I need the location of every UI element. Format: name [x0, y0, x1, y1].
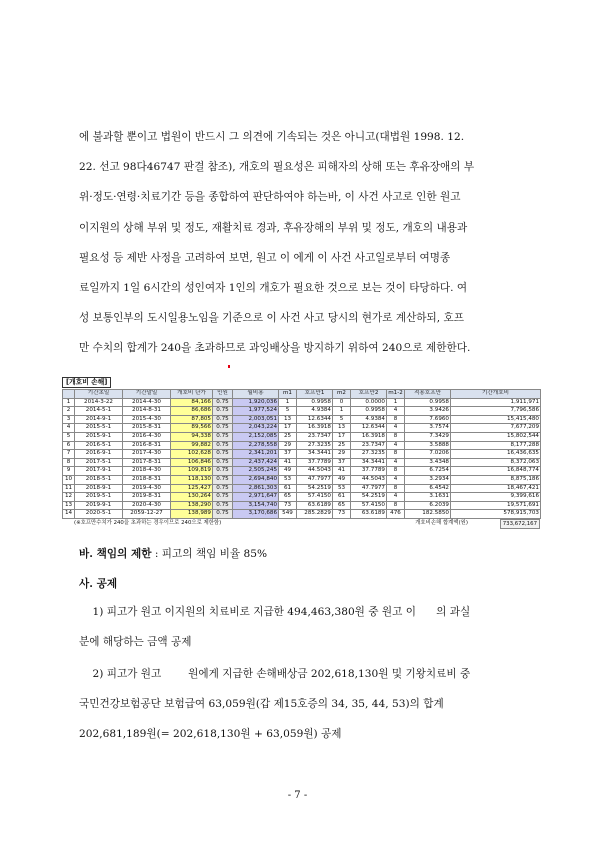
total-value: 733,672,167 [500, 519, 540, 529]
table-cell: 4 [387, 493, 405, 502]
paragraph-line: 필요성 등 제반 사정을 고려하여 보면, 원고 이 에게 이 사건 사고일로부터 여명종 [79, 251, 451, 264]
table-cell: 7.0206 [405, 450, 451, 459]
table-cell: 578,915,703 [451, 510, 541, 519]
table-cell: 54.2519 [351, 493, 387, 502]
table-cell: 2020-5-1 [75, 510, 123, 519]
table-cell: 15,802,544 [451, 432, 541, 441]
table-cell: 61 [333, 493, 351, 502]
table-cell: 16.3918 [351, 432, 387, 441]
column-header: 호프만2 [351, 390, 387, 399]
table-cell: 7 [63, 450, 75, 459]
table-cell: 13 [279, 415, 297, 424]
table-cell: 57.4150 [351, 501, 387, 510]
table-cell: 0 [333, 398, 351, 407]
column-header: m1-2 [388, 390, 403, 397]
table-cell: 11 [63, 484, 75, 493]
table-cell: 8 [387, 450, 405, 459]
paragraph-line: 22. 선고 98다46747 판결 참조), 개호의 필요성은 피해자의 상해 또는 후유장애의 부 [79, 161, 475, 174]
table-cell: 4 [387, 458, 405, 467]
table-cell: 8 [387, 415, 405, 424]
table-cell: 2016-5-1 [75, 441, 123, 450]
table-cell: 3.5888 [405, 441, 451, 450]
table-cell: 63.6189 [297, 501, 333, 510]
table-cell: 9 [63, 467, 75, 476]
table-cell: 49 [333, 475, 351, 484]
table-cell: 3.9426 [405, 407, 451, 416]
column-header: m2 [333, 390, 351, 399]
red-mark [228, 365, 230, 368]
table-cell: 34.3441 [351, 458, 387, 467]
table-cell: 19,571,691 [451, 501, 541, 510]
table-cell: 0.75 [213, 432, 233, 441]
table-cell: 2019-4-30 [123, 484, 171, 493]
table-cell: 2014-8-31 [123, 407, 171, 416]
table-cell: 13 [63, 501, 75, 510]
table-cell: 4.9384 [351, 415, 387, 424]
table-cell: 16,848,774 [451, 467, 541, 476]
table-cell: 8,875,186 [451, 475, 541, 484]
table-cell: 102,628 [171, 450, 213, 459]
table-cell: 0.75 [213, 450, 233, 459]
column-header: 기간말일 [123, 390, 171, 399]
table-cell: 8,177,288 [451, 441, 541, 450]
table-cell: 41 [279, 458, 297, 467]
table-cell: 1,920,036 [233, 398, 279, 407]
table-row [63, 424, 541, 433]
section-heading: 바. 책임의 제한 [79, 548, 152, 560]
table-row [63, 510, 541, 519]
hoffman-limit-footnote: (※호프만수치가 240을 초과하는 경우이므로 240으로 제한함) [74, 519, 222, 526]
care-cost-spreadsheet [62, 369, 540, 528]
table-cell: 0.75 [213, 415, 233, 424]
table-cell: 0.75 [213, 493, 233, 502]
table-cell: 3,170,686 [233, 510, 279, 519]
table-cell: 7,677,209 [451, 424, 541, 433]
table-cell: 2,694,840 [233, 475, 279, 484]
table-cell: 8 [387, 432, 405, 441]
table-cell: 2,341,201 [233, 450, 279, 459]
table-cell: 57.4150 [297, 493, 333, 502]
table-cell: 8 [387, 501, 405, 510]
table-cell: 2015-8-31 [123, 424, 171, 433]
table-cell: 2018-9-1 [75, 484, 123, 493]
table-cell: 2015-5-1 [75, 424, 123, 433]
table-cell: 4.9384 [297, 407, 333, 416]
table-cell: 2018-8-31 [123, 475, 171, 484]
section-text: : 피고의 책임 비율 85% [151, 548, 268, 560]
table-cell: 9,399,616 [451, 493, 541, 502]
table-cell: 0.75 [213, 458, 233, 467]
table-cell: 25 [333, 441, 351, 450]
table-cell: 2019-8-31 [123, 493, 171, 502]
table-cell: 53 [333, 484, 351, 493]
table-cell: 3 [63, 415, 75, 424]
table-cell: 2,043,224 [233, 424, 279, 433]
table-cell: 87,805 [171, 415, 213, 424]
deduction-item-2 [79, 659, 519, 750]
table-row [63, 493, 541, 502]
table-header-row [63, 390, 541, 399]
column-header: 호프만1 [297, 390, 333, 399]
care-cost-table [62, 389, 541, 519]
table-cell: 29 [279, 441, 297, 450]
column-header: 기간개호비 [451, 390, 541, 399]
body-paragraph-care-necessity [79, 122, 519, 364]
table-cell: 61 [279, 484, 297, 493]
table-cell: 89,566 [171, 424, 213, 433]
table-cell: 47.7977 [297, 475, 333, 484]
table-body [63, 398, 541, 518]
table-cell: 4 [387, 441, 405, 450]
table-cell: 138,290 [171, 501, 213, 510]
table-cell: 0.9958 [351, 407, 387, 416]
deduction-item-1 [79, 597, 519, 657]
table-cell: 476 [387, 510, 405, 519]
table-cell: 27.3235 [351, 450, 387, 459]
table-cell: 0.75 [213, 475, 233, 484]
table-cell: 2015-4-30 [123, 415, 171, 424]
paragraph-line: 국민건강보험공단 보험급여 63,059원(갑 제15호증의 34, 35, 44, 53)의 합계 [79, 698, 444, 711]
table-cell: 37 [333, 458, 351, 467]
table-cell: 73 [279, 501, 297, 510]
table-cell: 6.2039 [405, 501, 451, 510]
section-liability-limit [79, 546, 267, 562]
table-cell: 2014-3-22 [75, 398, 123, 407]
table-cell: 12.6344 [351, 424, 387, 433]
table-cell: 2,861,303 [233, 484, 279, 493]
column-header [63, 390, 75, 399]
paragraph-line: 202,681,189원(= 202,618,130원 + 63,059원) 공제 [79, 728, 342, 741]
table-cell: 2018-5-1 [75, 475, 123, 484]
table-cell: 1 [333, 407, 351, 416]
table-cell: 54.2519 [297, 484, 333, 493]
page-number: - 7 - [287, 790, 308, 801]
table-cell: 8 [63, 458, 75, 467]
table-cell: 8 [387, 467, 405, 476]
table-cell: 65 [279, 493, 297, 502]
table-cell: 2014-4-30 [123, 398, 171, 407]
table-cell: 13 [333, 424, 351, 433]
table-cell: 16,436,635 [451, 450, 541, 459]
table-cell: 2019-9-1 [75, 501, 123, 510]
table-cell: 99,882 [171, 441, 213, 450]
table-cell: 7.3429 [405, 432, 451, 441]
table-cell: 2017-8-31 [123, 458, 171, 467]
table-cell: 0.75 [213, 398, 233, 407]
table-cell: 0.9958 [297, 398, 333, 407]
paragraph-line: 성 보통인부의 도시일용노임을 기준으로 이 사건 사고 당시의 현가로 계산하되, 호프 [79, 312, 464, 325]
table-cell: 2020-4-30 [123, 501, 171, 510]
column-header: 적용호프만 [405, 390, 451, 399]
table-cell: 53 [279, 475, 297, 484]
table-cell: 0.75 [213, 441, 233, 450]
table-cell: 2019-5-1 [75, 493, 123, 502]
table-cell: 2 [63, 407, 75, 416]
table-cell: 10 [63, 475, 75, 484]
table-cell: 3.1631 [405, 493, 451, 502]
table-cell: 5 [279, 407, 297, 416]
table-cell: 125,427 [171, 484, 213, 493]
table-cell: 17 [279, 424, 297, 433]
table-cell: 130,264 [171, 493, 213, 502]
table-cell: 7.6960 [405, 415, 451, 424]
column-header: m1 [279, 390, 297, 399]
table-cell: 37.7789 [297, 458, 333, 467]
table-cell: 23.7347 [351, 441, 387, 450]
paragraph-line: 이지원의 상해 부위 및 정도, 재활치료 경과, 후유장해의 부위 및 정도, 개호의 내용과 [79, 221, 468, 234]
table-cell: 2,971,647 [233, 493, 279, 502]
table-cell: 23.7347 [297, 432, 333, 441]
table-cell: 73 [333, 510, 351, 519]
column-header: 인원 [213, 390, 233, 399]
table-cell: 2017-4-30 [123, 450, 171, 459]
table-cell: 84,166 [171, 398, 213, 407]
table-cell: 27.3235 [297, 441, 333, 450]
table-row [63, 398, 541, 407]
table-cell: 0.9958 [405, 398, 451, 407]
table-row [63, 450, 541, 459]
table-cell: 34.3441 [297, 450, 333, 459]
table-cell: 6 [63, 441, 75, 450]
table-cell: 2,003,051 [233, 415, 279, 424]
paragraph-line: 분에 해당하는 금액 공제 [79, 636, 192, 649]
table-cell: 7,796,586 [451, 407, 541, 416]
table-cell: 1 [279, 398, 297, 407]
table-cell: 2,152,085 [233, 432, 279, 441]
table-cell: 0.75 [213, 467, 233, 476]
table-cell: 44.5043 [351, 475, 387, 484]
paragraph-line: 2) 피고가 원고 원에게 지급한 손해배상금 202,618,130원 및 기왕치료비 중 [79, 668, 471, 680]
table-cell: 6.4542 [405, 484, 451, 493]
table-row [63, 484, 541, 493]
table-cell: 2017-5-1 [75, 458, 123, 467]
table-cell: 47.7977 [351, 484, 387, 493]
table-cell: 182.5850 [405, 510, 451, 519]
table-cell: 106,846 [171, 458, 213, 467]
table-cell: 29 [333, 450, 351, 459]
column-header: 기간초일 [75, 390, 123, 399]
table-cell: 0.75 [213, 424, 233, 433]
table-cell: 2018-4-30 [123, 467, 171, 476]
table-cell: 4 [387, 475, 405, 484]
table-cell: 1,977,524 [233, 407, 279, 416]
table-cell: 41 [333, 467, 351, 476]
table-cell: 44.5043 [297, 467, 333, 476]
table-cell: 12.6344 [297, 415, 333, 424]
table-cell: 5 [333, 415, 351, 424]
table-row [63, 467, 541, 476]
table-cell: 17 [333, 432, 351, 441]
table-row [63, 415, 541, 424]
table-cell: 4 [387, 424, 405, 433]
table-cell: 8,372,063 [451, 458, 541, 467]
table-cell: 0.75 [213, 484, 233, 493]
column-header: 월비용 [233, 390, 279, 399]
table-cell: 2,505,245 [233, 467, 279, 476]
paragraph-line: 료일까지 1일 6시간의 성인여자 1인의 개호가 필요한 것으로 보는 것이 타당하다. 여 [79, 281, 468, 294]
table-cell: 285.2829 [297, 510, 333, 519]
table-cell: 3.2934 [405, 475, 451, 484]
table-cell: 1,911,971 [451, 398, 541, 407]
table-cell: 3.7574 [405, 424, 451, 433]
table-cell: 5 [63, 432, 75, 441]
table-cell: 1 [387, 398, 405, 407]
table-row [63, 458, 541, 467]
table-cell: 2014-5-1 [75, 407, 123, 416]
table-cell: 2,437,424 [233, 458, 279, 467]
paragraph-line: 에 불과할 뿐이고 법원이 반드시 그 의견에 기속되는 것은 아니고(대법원 1998. 12. [79, 131, 465, 143]
table-cell: 94,338 [171, 432, 213, 441]
table-row [63, 432, 541, 441]
table-cell: 0.75 [213, 407, 233, 416]
table-cell: 15,415,480 [451, 415, 541, 424]
section-heading-deduction: 사. 공제 [79, 578, 118, 590]
table-cell: 6.7254 [405, 467, 451, 476]
paragraph-line: 위·정도·연령·치료기간 등을 종합하여 판단하여야 하는바, 이 사건 사고로 인한 원고 [79, 191, 461, 204]
spreadsheet-title: [개호비 손해] [62, 377, 111, 388]
table-cell: 2015-9-1 [75, 432, 123, 441]
table-cell: 8 [387, 484, 405, 493]
table-cell: 86,686 [171, 407, 213, 416]
total-label: 개호비손해 합계액(원) [415, 519, 468, 526]
table-cell: 1 [63, 398, 75, 407]
table-cell: 0.75 [213, 510, 233, 519]
table-cell: 16.3918 [297, 424, 333, 433]
paragraph-line: 1) 피고가 원고 이지원의 치료비로 지급한 494,463,380원 중 원고 이 의 과실 [79, 606, 471, 618]
table-cell: 25 [279, 432, 297, 441]
paragraph-line: 만 수치의 합계가 240을 초과하므로 과잉배상을 방지하기 위하여 240으로 제한한다. [79, 342, 471, 355]
table-cell: 18,467,421 [451, 484, 541, 493]
table-cell: 138,989 [171, 510, 213, 519]
table-cell: 2014-9-1 [75, 415, 123, 424]
table-cell: 109,819 [171, 467, 213, 476]
table-row [63, 475, 541, 484]
table-cell: 2,278,558 [233, 441, 279, 450]
table-cell: 4 [63, 424, 75, 433]
table-row [63, 501, 541, 510]
column-header: 개호비 단가 [171, 390, 213, 399]
table-cell: 65 [333, 501, 351, 510]
table-cell: 63.6189 [351, 510, 387, 519]
table-cell: 37 [279, 450, 297, 459]
table-cell: 37.7789 [351, 467, 387, 476]
table-cell: 549 [279, 510, 297, 519]
table-row [63, 407, 541, 416]
table-cell: 2016-4-30 [123, 432, 171, 441]
table-cell: 0.0000 [351, 398, 387, 407]
table-cell: 4 [387, 407, 405, 416]
table-cell: 118,130 [171, 475, 213, 484]
table-cell: 3.4348 [405, 458, 451, 467]
table-cell: 0.75 [213, 501, 233, 510]
table-cell: 49 [279, 467, 297, 476]
table-cell: 12 [63, 493, 75, 502]
spreadsheet-footer [62, 519, 540, 528]
table-cell: 2059-12-27 [123, 510, 171, 519]
table-cell: 3,154,740 [233, 501, 279, 510]
table-row [63, 441, 541, 450]
table-cell: 2016-9-1 [75, 450, 123, 459]
table-cell: 2017-9-1 [75, 467, 123, 476]
table-cell: 2016-8-31 [123, 441, 171, 450]
table-cell: 14 [63, 510, 75, 519]
